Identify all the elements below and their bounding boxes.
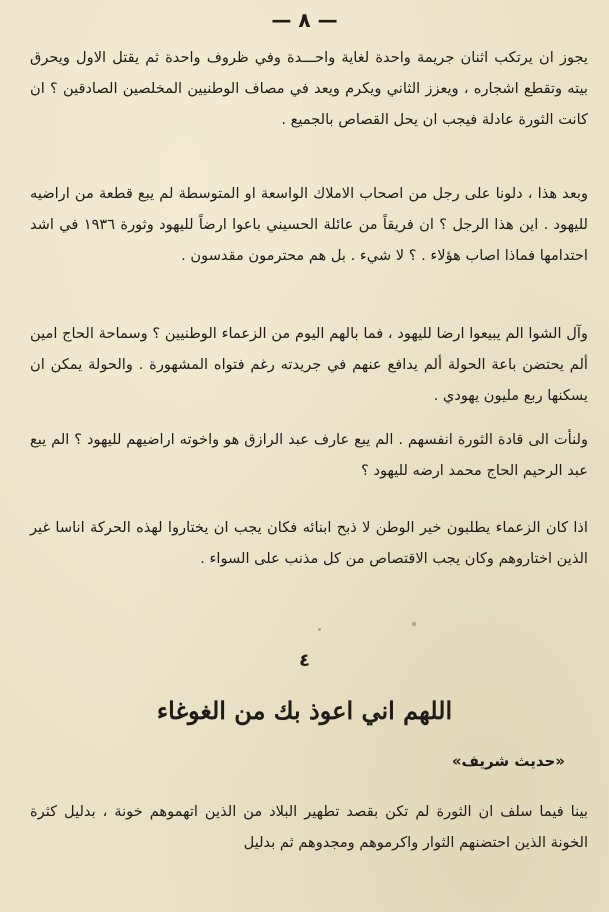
page-number: — ٨ — xyxy=(271,8,338,32)
paragraph-2: وبعد هذا ، دلونا على رجل من اصحاب الاملاك الواسعة او المتوسطة لم يبع قطعة من اراضيه لليهود . اين هذا الرجل ؟ ان فريقاً من عائلة الحسيني باعوا ارضاً لليهود وثورة ١٩٣٦ في اشد احتدامها فماذا اصاب هؤلاء . ؟ لا شيء . بل هم محترمون مقدسون . xyxy=(30,185,588,264)
paragraph-6: بينا فيما سلف ان الثورة لم تكن بقصد تطهير البلاد من الذين اتهموهم خونة ، بدليل كثرة الخونة الذين احتضنهم الثوار واكرموهم ومجدوهم ثم بدليل xyxy=(30,803,588,851)
paragraph-1: يجوز ان يرتكب اثنان جريمة واحدة لغاية واحـــدة وفي ظروف واحدة ثم يقتل الاول ويحرق بيته وتقطع اشجاره ، ويعزز الثاني ويكرم ويعد في مصاف الوطنيين المخلصين الصادقين ؟ ان كانت الثورة عادلة فيجب ان يحل القصاص بالجميع . xyxy=(30,49,588,128)
paragraph-3: وآل الشوا الم يبيعوا ارضا لليهود ، فما بالهم اليوم من الزعماء الوطنيين ؟ وسماحة الحاج امين ألم يحتضن باعة الحولة ألم يدافع عنهم في جريدته رغم فتواه المشهورة . والحولة يمكن ان يسكنها ربع مليون يهودي . xyxy=(30,325,588,404)
hadith-source-label: «حديث شريف» xyxy=(451,752,565,770)
section-number: ٤ xyxy=(299,650,310,671)
paragraph-5: اذا كان الزعماء يطلبون خير الوطن لا ذبح ابنائه فكان يجب ان يختاروا لهذه الحركة اناسا غير الذين اختاروهم وكان يجب الاقتصاص من كل مذنب على السواء . xyxy=(30,519,588,567)
ink-speck xyxy=(318,628,321,631)
paragraph-4: ولنأت الى قادة الثورة انفسهم . الم يبع عارف عبد الرازق هو واخوته اراضيهم لليهود ؟ الم يبع عبد الرحيم الحاج محمد ارضه لليهود ؟ xyxy=(30,431,588,479)
section-title: اللهم اني اعوذ بك من الغوغاء xyxy=(156,696,453,725)
ink-speck xyxy=(412,622,416,626)
